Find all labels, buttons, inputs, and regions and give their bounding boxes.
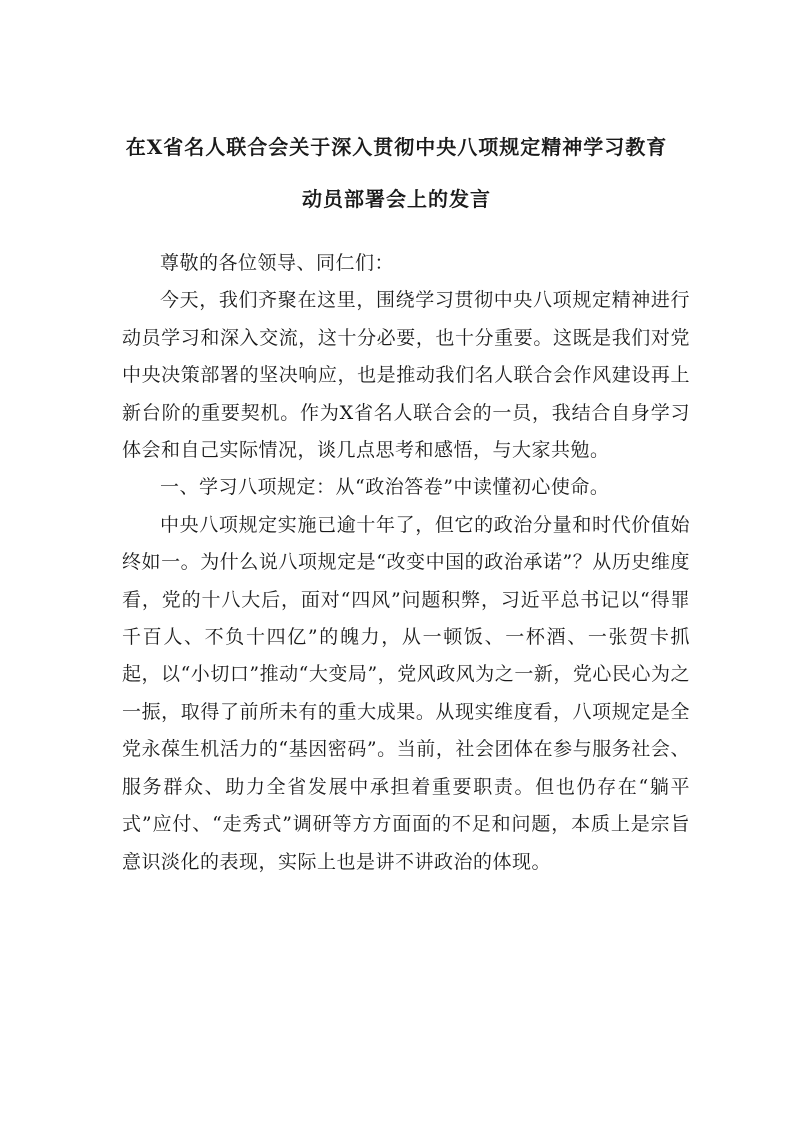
body-paragraph: 中央八项规定实施已逾十年了，但它的政治分量和时代价值始终如一。为什么说八项规定是“改变中国的政治承诺”？从历史维度看，党的十八大后，面对“四风”问题积弊，习近平总书记以“得罪千百人、不负十四亿”的魄力，从一顿饭、一杯酒、一张贺卡抓起，以“小切口”推动“大变局”，党风政风为之一新，党心民心为之一振，取得了前所未有的重大成果。从现实维度看，八项规定是全党永葆生机活力的“基因密码”。当前，社会团体在参与服务社会、服务群众、助力全省发展中承担着重要职责。但也仍存在“躺平式”应付、“走秀式”调研等方方面面的不足和问题，本质上是宗旨意识淡化的表现，实际上也是讲不讲政治的体现。 (122, 513, 690, 873)
intro-paragraph: 今天，我们齐聚在这里，围绕学习贯彻中央八项规定精神进行动员学习和深入交流，这十分必要，也十分重要。这既是我们对党中央决策部署的坚决响应，也是推动我们名人联合会作风建设再上新台阶的重要契机。作为X省名人联合会的一员，我结合自身学习体会和自己实际情况，谈几点思考和感悟，与大家共勉。 (122, 289, 690, 462)
salutation-paragraph: 尊敬的各位领导、同仁们： (160, 252, 395, 274)
document-title-line-1: 在X省名人联合会关于深入贯彻中央八项规定精神学习教育 (125, 135, 668, 159)
section-heading-1: 一、学习八项规定：从“政治答卷”中读懂初心使命。 (160, 476, 610, 499)
document-title-line-2: 动员部署会上的发言 (302, 187, 491, 211)
document-body (122, 245, 690, 881)
